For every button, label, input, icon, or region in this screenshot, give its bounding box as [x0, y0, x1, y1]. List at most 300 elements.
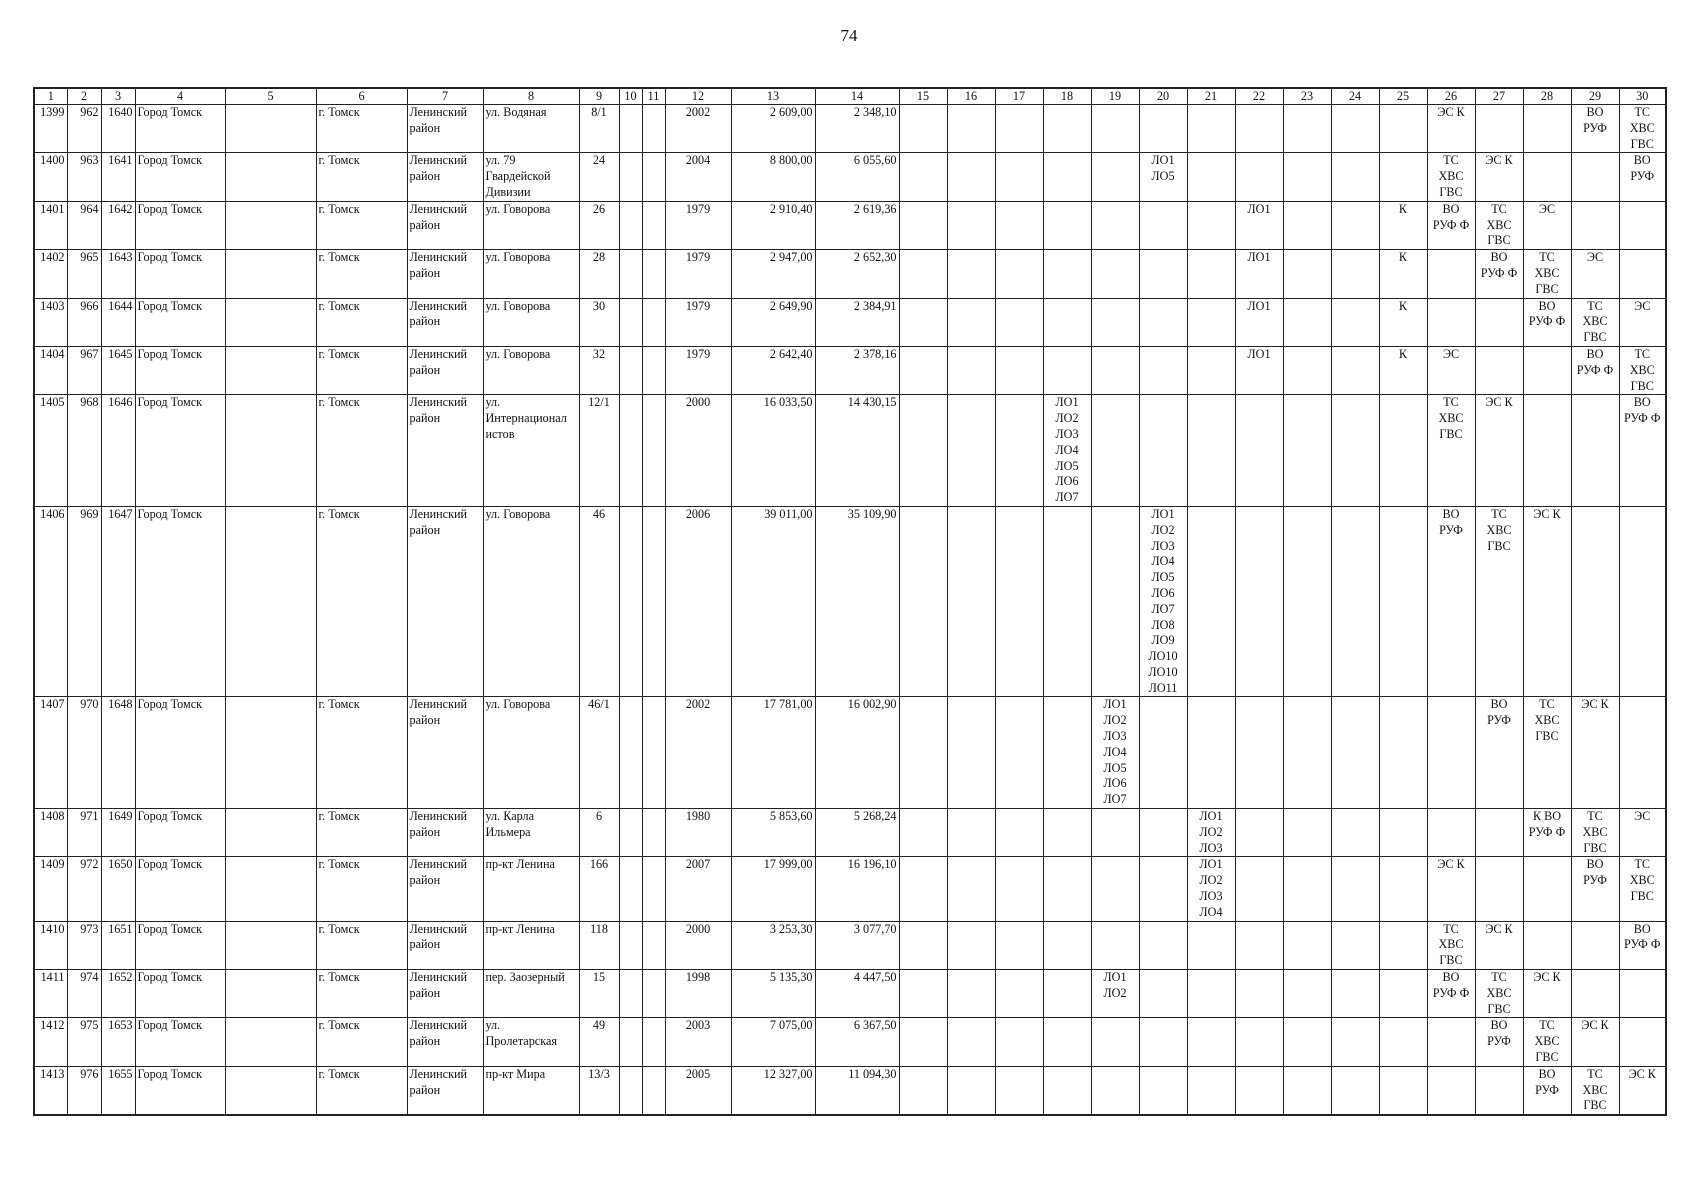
cell-col-11 [642, 921, 665, 969]
cell-col-25 [1379, 697, 1427, 809]
cell-col-28: ЭС К [1523, 506, 1571, 697]
cell-col-4: Город Томск [135, 921, 225, 969]
cell-col-27 [1475, 1066, 1523, 1115]
cell-col-17 [995, 1018, 1043, 1066]
column-header-5: 5 [225, 88, 316, 105]
cell-col-17 [995, 395, 1043, 507]
cell-col-21 [1187, 1018, 1235, 1066]
cell-col-1: 1406 [34, 506, 67, 697]
cell-col-28: ЭС К [1523, 970, 1571, 1018]
cell-col-8: ул. 79 Гвардейской Дивизии [483, 153, 579, 201]
cell-col-13: 5 853,60 [731, 809, 815, 857]
cell-col-6: г. Томск [316, 201, 407, 249]
cell-col-22: ЛО1 [1235, 346, 1283, 394]
cell-col-22 [1235, 105, 1283, 153]
column-header-7: 7 [407, 88, 483, 105]
cell-col-3: 1645 [101, 346, 135, 394]
cell-col-28: К ВО РУФ Ф [1523, 809, 1571, 857]
cell-col-15 [899, 809, 947, 857]
cell-col-17 [995, 153, 1043, 201]
cell-col-9: 46/1 [579, 697, 619, 809]
cell-col-21 [1187, 921, 1235, 969]
cell-col-5 [225, 105, 316, 153]
cell-col-14: 14 430,15 [815, 395, 899, 507]
column-number-header-row [34, 88, 1666, 105]
cell-col-26: ВО РУФ Ф [1427, 201, 1475, 249]
cell-col-4: Город Томск [135, 201, 225, 249]
cell-col-2: 962 [67, 105, 101, 153]
table-body [34, 105, 1666, 1116]
cell-col-21 [1187, 697, 1235, 809]
cell-col-27 [1475, 857, 1523, 921]
cell-col-8: пр-кт Мира [483, 1066, 579, 1115]
cell-col-17 [995, 809, 1043, 857]
cell-col-26 [1427, 1066, 1475, 1115]
cell-col-10 [619, 395, 642, 507]
cell-col-27: ВО РУФ [1475, 1018, 1523, 1066]
table-row [34, 395, 1666, 507]
cell-col-18 [1043, 921, 1091, 969]
cell-col-11 [642, 346, 665, 394]
cell-col-24 [1331, 298, 1379, 346]
column-header-12: 12 [665, 88, 731, 105]
cell-col-29: ТС ХВС ГВС [1571, 1066, 1619, 1115]
cell-col-13: 7 075,00 [731, 1018, 815, 1066]
column-header-21: 21 [1187, 88, 1235, 105]
cell-col-15 [899, 506, 947, 697]
cell-col-1: 1403 [34, 298, 67, 346]
cell-col-7: Ленинский район [407, 201, 483, 249]
cell-col-3: 1646 [101, 395, 135, 507]
cell-col-4: Город Томск [135, 346, 225, 394]
cell-col-2: 965 [67, 250, 101, 298]
cell-col-4: Город Томск [135, 395, 225, 507]
cell-col-21 [1187, 153, 1235, 201]
cell-col-30 [1619, 201, 1666, 249]
cell-col-10 [619, 697, 642, 809]
cell-col-21 [1187, 1066, 1235, 1115]
column-header-24: 24 [1331, 88, 1379, 105]
cell-col-23 [1283, 697, 1331, 809]
column-header-14: 14 [815, 88, 899, 105]
cell-col-5 [225, 921, 316, 969]
cell-col-20 [1139, 1018, 1187, 1066]
cell-col-26: ЭС [1427, 346, 1475, 394]
cell-col-16 [947, 1066, 995, 1115]
cell-col-15 [899, 970, 947, 1018]
cell-col-16 [947, 346, 995, 394]
table-row [34, 1066, 1666, 1115]
cell-col-29: ТС ХВС ГВС [1571, 298, 1619, 346]
cell-col-17 [995, 921, 1043, 969]
cell-col-9: 46 [579, 506, 619, 697]
cell-col-25 [1379, 970, 1427, 1018]
cell-col-29 [1571, 921, 1619, 969]
cell-col-15 [899, 346, 947, 394]
table-row [34, 697, 1666, 809]
cell-col-28: ТС ХВС ГВС [1523, 1018, 1571, 1066]
cell-col-12: 2005 [665, 1066, 731, 1115]
column-header-23: 23 [1283, 88, 1331, 105]
cell-col-17 [995, 1066, 1043, 1115]
cell-col-5 [225, 506, 316, 697]
cell-col-8: ул. Пролетарская [483, 1018, 579, 1066]
cell-col-1: 1405 [34, 395, 67, 507]
cell-col-20: ЛО1 ЛО2 ЛО3 ЛО4 ЛО5 ЛО6 ЛО7 ЛО8 ЛО9 ЛО10 ЛО10 ЛО11 [1139, 506, 1187, 697]
cell-col-22 [1235, 970, 1283, 1018]
cell-col-17 [995, 201, 1043, 249]
cell-col-11 [642, 809, 665, 857]
cell-col-13: 16 033,50 [731, 395, 815, 507]
cell-col-11 [642, 970, 665, 1018]
column-header-2: 2 [67, 88, 101, 105]
cell-col-25 [1379, 1018, 1427, 1066]
cell-col-7: Ленинский район [407, 153, 483, 201]
cell-col-5 [225, 809, 316, 857]
cell-col-5 [225, 1018, 316, 1066]
cell-col-2: 971 [67, 809, 101, 857]
cell-col-3: 1650 [101, 857, 135, 921]
cell-col-24 [1331, 857, 1379, 921]
cell-col-4: Город Томск [135, 1066, 225, 1115]
cell-col-16 [947, 153, 995, 201]
cell-col-3: 1652 [101, 970, 135, 1018]
cell-col-16 [947, 809, 995, 857]
cell-col-29: ВО РУФ [1571, 105, 1619, 153]
cell-col-3: 1642 [101, 201, 135, 249]
cell-col-20 [1139, 105, 1187, 153]
column-header-6: 6 [316, 88, 407, 105]
cell-col-5 [225, 970, 316, 1018]
cell-col-14: 3 077,70 [815, 921, 899, 969]
cell-col-24 [1331, 809, 1379, 857]
cell-col-2: 970 [67, 697, 101, 809]
cell-col-7: Ленинский район [407, 395, 483, 507]
cell-col-7: Ленинский район [407, 921, 483, 969]
column-header-8: 8 [483, 88, 579, 105]
cell-col-14: 16 002,90 [815, 697, 899, 809]
cell-col-9: 8/1 [579, 105, 619, 153]
cell-col-14: 2 652,30 [815, 250, 899, 298]
cell-col-26: ЭС К [1427, 105, 1475, 153]
cell-col-9: 32 [579, 346, 619, 394]
table-row [34, 153, 1666, 201]
cell-col-12: 2003 [665, 1018, 731, 1066]
cell-col-29 [1571, 395, 1619, 507]
cell-col-1: 1412 [34, 1018, 67, 1066]
column-header-27: 27 [1475, 88, 1523, 105]
cell-col-13: 3 253,30 [731, 921, 815, 969]
cell-col-24 [1331, 395, 1379, 507]
cell-col-22 [1235, 506, 1283, 697]
cell-col-13: 39 011,00 [731, 506, 815, 697]
cell-col-23 [1283, 506, 1331, 697]
cell-col-7: Ленинский район [407, 346, 483, 394]
column-header-9: 9 [579, 88, 619, 105]
cell-col-14: 2 384,91 [815, 298, 899, 346]
cell-col-20 [1139, 201, 1187, 249]
table-row [34, 346, 1666, 394]
cell-col-23 [1283, 921, 1331, 969]
cell-col-15 [899, 395, 947, 507]
cell-col-5 [225, 857, 316, 921]
cell-col-4: Город Томск [135, 105, 225, 153]
cell-col-14: 11 094,30 [815, 1066, 899, 1115]
cell-col-22 [1235, 1018, 1283, 1066]
cell-col-10 [619, 105, 642, 153]
column-header-17: 17 [995, 88, 1043, 105]
cell-col-25 [1379, 857, 1427, 921]
cell-col-10 [619, 921, 642, 969]
cell-col-8: ул. Говорова [483, 697, 579, 809]
cell-col-18 [1043, 346, 1091, 394]
cell-col-19 [1091, 395, 1139, 507]
cell-col-28 [1523, 105, 1571, 153]
cell-col-2: 968 [67, 395, 101, 507]
cell-col-24 [1331, 346, 1379, 394]
cell-col-5 [225, 1066, 316, 1115]
cell-col-12: 1998 [665, 970, 731, 1018]
cell-col-1: 1413 [34, 1066, 67, 1115]
cell-col-17 [995, 250, 1043, 298]
cell-col-13: 2 649,90 [731, 298, 815, 346]
cell-col-3: 1641 [101, 153, 135, 201]
cell-col-21 [1187, 201, 1235, 249]
cell-col-25: К [1379, 250, 1427, 298]
cell-col-1: 1404 [34, 346, 67, 394]
column-header-1: 1 [34, 88, 67, 105]
cell-col-13: 5 135,30 [731, 970, 815, 1018]
cell-col-4: Город Томск [135, 1018, 225, 1066]
cell-col-19 [1091, 105, 1139, 153]
cell-col-29: ЭС [1571, 250, 1619, 298]
cell-col-3: 1640 [101, 105, 135, 153]
cell-col-5 [225, 346, 316, 394]
column-header-4: 4 [135, 88, 225, 105]
column-header-19: 19 [1091, 88, 1139, 105]
column-header-30: 30 [1619, 88, 1666, 105]
cell-col-26: ВО РУФ Ф [1427, 970, 1475, 1018]
cell-col-11 [642, 298, 665, 346]
cell-col-16 [947, 201, 995, 249]
cell-col-9: 118 [579, 921, 619, 969]
table-row [34, 1018, 1666, 1066]
cell-col-2: 973 [67, 921, 101, 969]
cell-col-29 [1571, 153, 1619, 201]
cell-col-19 [1091, 346, 1139, 394]
cell-col-30 [1619, 970, 1666, 1018]
cell-col-27: ЭС К [1475, 395, 1523, 507]
cell-col-11 [642, 250, 665, 298]
cell-col-11 [642, 857, 665, 921]
cell-col-3: 1643 [101, 250, 135, 298]
cell-col-30: ЭС К [1619, 1066, 1666, 1115]
cell-col-2: 969 [67, 506, 101, 697]
cell-col-19 [1091, 506, 1139, 697]
cell-col-29: ЭС К [1571, 697, 1619, 809]
cell-col-16 [947, 506, 995, 697]
cell-col-6: г. Томск [316, 1066, 407, 1115]
cell-col-19 [1091, 298, 1139, 346]
cell-col-20 [1139, 298, 1187, 346]
cell-col-27: ТС ХВС ГВС [1475, 201, 1523, 249]
cell-col-13: 2 947,00 [731, 250, 815, 298]
cell-col-29: ТС ХВС ГВС [1571, 809, 1619, 857]
cell-col-12: 2000 [665, 921, 731, 969]
cell-col-11 [642, 506, 665, 697]
cell-col-26: ТС ХВС ГВС [1427, 153, 1475, 201]
cell-col-12: 2007 [665, 857, 731, 921]
housing-registry-table [33, 87, 1667, 1116]
cell-col-27 [1475, 809, 1523, 857]
cell-col-15 [899, 921, 947, 969]
cell-col-13: 17 781,00 [731, 697, 815, 809]
cell-col-10 [619, 506, 642, 697]
cell-col-21 [1187, 298, 1235, 346]
cell-col-26: ТС ХВС ГВС [1427, 921, 1475, 969]
cell-col-18: ЛО1 ЛО2 ЛО3 ЛО4 ЛО5 ЛО6 ЛО7 [1043, 395, 1091, 507]
cell-col-19: ЛО1 ЛО2 ЛО3 ЛО4 ЛО5 ЛО6 ЛО7 [1091, 697, 1139, 809]
cell-col-1: 1401 [34, 201, 67, 249]
cell-col-20: ЛО1 ЛО5 [1139, 153, 1187, 201]
cell-col-12: 2002 [665, 697, 731, 809]
cell-col-2: 963 [67, 153, 101, 201]
cell-col-23 [1283, 105, 1331, 153]
cell-col-24 [1331, 506, 1379, 697]
cell-col-19 [1091, 250, 1139, 298]
cell-col-21 [1187, 506, 1235, 697]
cell-col-18 [1043, 201, 1091, 249]
cell-col-12: 1979 [665, 346, 731, 394]
cell-col-8: ул. Говорова [483, 298, 579, 346]
cell-col-2: 972 [67, 857, 101, 921]
cell-col-12: 2002 [665, 105, 731, 153]
cell-col-27: ТС ХВС ГВС [1475, 970, 1523, 1018]
cell-col-11 [642, 1018, 665, 1066]
table-row [34, 809, 1666, 857]
cell-col-8: ул. Водяная [483, 105, 579, 153]
cell-col-13: 12 327,00 [731, 1066, 815, 1115]
cell-col-19 [1091, 809, 1139, 857]
cell-col-30 [1619, 697, 1666, 809]
cell-col-3: 1647 [101, 506, 135, 697]
cell-col-22 [1235, 395, 1283, 507]
column-header-13: 13 [731, 88, 815, 105]
cell-col-10 [619, 298, 642, 346]
cell-col-12: 2000 [665, 395, 731, 507]
cell-col-30: ТС ХВС ГВС [1619, 857, 1666, 921]
cell-col-5 [225, 697, 316, 809]
cell-col-9: 15 [579, 970, 619, 1018]
cell-col-10 [619, 857, 642, 921]
cell-col-8: пер. Заозерный [483, 970, 579, 1018]
cell-col-8: ул. Говорова [483, 250, 579, 298]
cell-col-28: ТС ХВС ГВС [1523, 697, 1571, 809]
cell-col-6: г. Томск [316, 921, 407, 969]
cell-col-18 [1043, 105, 1091, 153]
cell-col-16 [947, 857, 995, 921]
cell-col-7: Ленинский район [407, 1066, 483, 1115]
cell-col-23 [1283, 153, 1331, 201]
cell-col-24 [1331, 250, 1379, 298]
cell-col-10 [619, 970, 642, 1018]
cell-col-30: ЭС [1619, 298, 1666, 346]
cell-col-16 [947, 1018, 995, 1066]
cell-col-14: 16 196,10 [815, 857, 899, 921]
cell-col-20 [1139, 857, 1187, 921]
cell-col-28 [1523, 857, 1571, 921]
cell-col-23 [1283, 201, 1331, 249]
cell-col-3: 1649 [101, 809, 135, 857]
column-header-20: 20 [1139, 88, 1187, 105]
cell-col-15 [899, 105, 947, 153]
cell-col-15 [899, 1018, 947, 1066]
cell-col-21 [1187, 395, 1235, 507]
cell-col-1: 1411 [34, 970, 67, 1018]
column-header-16: 16 [947, 88, 995, 105]
cell-col-13: 2 642,40 [731, 346, 815, 394]
cell-col-19 [1091, 1018, 1139, 1066]
cell-col-16 [947, 970, 995, 1018]
cell-col-19 [1091, 1066, 1139, 1115]
cell-col-13: 17 999,00 [731, 857, 815, 921]
cell-col-22 [1235, 697, 1283, 809]
cell-col-25: К [1379, 346, 1427, 394]
cell-col-5 [225, 395, 316, 507]
cell-col-18 [1043, 970, 1091, 1018]
cell-col-9: 24 [579, 153, 619, 201]
cell-col-28 [1523, 346, 1571, 394]
cell-col-25 [1379, 395, 1427, 507]
cell-col-11 [642, 201, 665, 249]
cell-col-17 [995, 970, 1043, 1018]
cell-col-3: 1648 [101, 697, 135, 809]
cell-col-17 [995, 346, 1043, 394]
cell-col-20 [1139, 250, 1187, 298]
cell-col-30 [1619, 250, 1666, 298]
cell-col-14: 2 378,16 [815, 346, 899, 394]
cell-col-30: ТС ХВС ГВС [1619, 105, 1666, 153]
cell-col-30: ВО РУФ Ф [1619, 395, 1666, 507]
table-row [34, 201, 1666, 249]
cell-col-8: пр-кт Ленина [483, 921, 579, 969]
cell-col-18 [1043, 857, 1091, 921]
cell-col-12: 2004 [665, 153, 731, 201]
cell-col-1: 1409 [34, 857, 67, 921]
cell-col-12: 1979 [665, 298, 731, 346]
cell-col-8: ул. Говорова [483, 201, 579, 249]
cell-col-19 [1091, 921, 1139, 969]
cell-col-22 [1235, 921, 1283, 969]
cell-col-19: ЛО1 ЛО2 [1091, 970, 1139, 1018]
cell-col-6: г. Томск [316, 970, 407, 1018]
cell-col-21 [1187, 105, 1235, 153]
cell-col-6: г. Томск [316, 395, 407, 507]
cell-col-10 [619, 250, 642, 298]
cell-col-25 [1379, 506, 1427, 697]
cell-col-7: Ленинский район [407, 857, 483, 921]
cell-col-9: 30 [579, 298, 619, 346]
cell-col-17 [995, 105, 1043, 153]
cell-col-18 [1043, 809, 1091, 857]
cell-col-21: ЛО1 ЛО2 ЛО3 ЛО4 [1187, 857, 1235, 921]
cell-col-20 [1139, 921, 1187, 969]
cell-col-15 [899, 201, 947, 249]
cell-col-9: 13/3 [579, 1066, 619, 1115]
cell-col-4: Город Томск [135, 809, 225, 857]
cell-col-26: ЭС К [1427, 857, 1475, 921]
cell-col-16 [947, 395, 995, 507]
